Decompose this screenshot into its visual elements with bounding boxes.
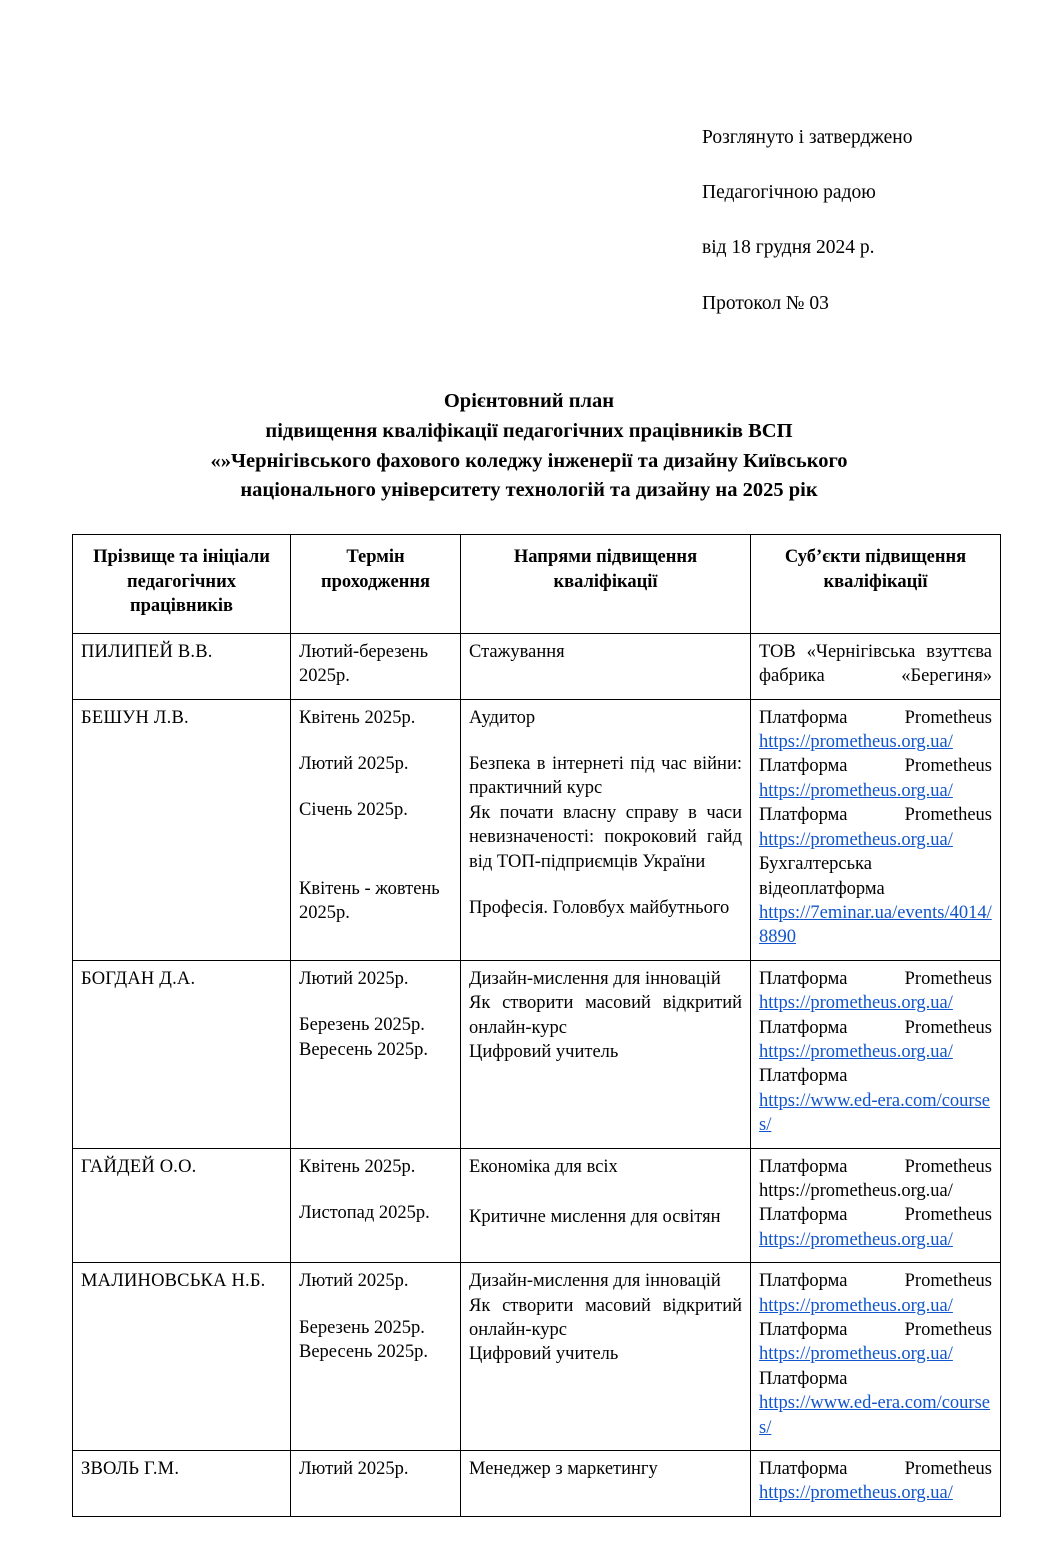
subject-link-wrap[interactable]: [759, 991, 992, 1015]
subject-link-wrap[interactable]: [759, 1228, 992, 1252]
subject-link-wrap[interactable]: [759, 1342, 992, 1366]
term-cell: [291, 633, 461, 699]
term-item: Вересень 2025р.: [299, 1039, 428, 1060]
direction-cell: [461, 633, 751, 699]
term-item: Лютий 2025р.: [299, 968, 409, 989]
column-header-term: Термін проходження: [291, 535, 461, 634]
subject-link-wrap[interactable]: [759, 1294, 992, 1318]
subject-cell: [751, 1451, 1001, 1517]
direction-item: Дизайн-мислення для інновацій: [469, 1271, 721, 1292]
term-item: Березень 2025р.: [299, 1015, 425, 1036]
direction-cell: [461, 1263, 751, 1451]
subject-link[interactable]: https://prometheus.org.ua/: [759, 1295, 953, 1316]
term-item: Листопад 2025р.: [299, 1202, 430, 1223]
subject-item: ТОВ «Чернігівська взуттєва фабрика «Берегиня»: [759, 641, 992, 687]
subject-item: Платформа Prometheus: [759, 805, 992, 826]
subject-item: Бухгалтерська відеоплатформа: [759, 854, 885, 899]
subject-item: Платформа Prometheus: [759, 1205, 992, 1226]
teacher-name: МАЛИНОВСЬКА Н.Б.: [73, 1263, 291, 1451]
term-cell: [291, 699, 461, 960]
subject-link-wrap[interactable]: [759, 1481, 992, 1505]
subject-link-wrap[interactable]: [759, 1391, 992, 1440]
term-item: Березень 2025р.: [299, 1317, 425, 1338]
subject-link[interactable]: https://prometheus.org.ua/: [759, 780, 953, 801]
subject-cell: [751, 960, 1001, 1148]
subject-link[interactable]: https://prometheus.org.ua/: [759, 1229, 953, 1250]
term-cell: [291, 960, 461, 1148]
subject-link[interactable]: https://www.ed-era.com/courses/: [759, 1090, 991, 1136]
term-item: Лютий 2025р.: [299, 1271, 409, 1292]
term-item: Квітень 2025р.: [299, 1156, 416, 1177]
table-row: [73, 1451, 1001, 1517]
subject-item: https://prometheus.org.ua/: [759, 1180, 953, 1201]
approval-block: [702, 96, 986, 345]
subject-link-wrap[interactable]: [759, 779, 992, 803]
subject-item: Платформа Prometheus: [759, 1459, 992, 1480]
subject-item: Платформа Prometheus: [759, 1156, 992, 1177]
title-line-1: Орієнтовний план: [443, 390, 615, 413]
direction-item: Безпека в інтернеті під час війни: практичний курс: [469, 754, 742, 799]
subject-item: Платформа Prometheus: [759, 707, 992, 728]
approval-line-1: Розглянуто і затверджено: [702, 126, 913, 148]
column-header-directions: Напрями підвищення кваліфікації: [461, 535, 751, 634]
table-row: [73, 960, 1001, 1148]
subject-item: Платформа Prometheus: [759, 1017, 992, 1038]
table-header-row: [73, 535, 1001, 634]
qualification-plan-table: [72, 534, 1001, 1517]
subject-item: Платформа Prometheus: [759, 1271, 992, 1292]
subject-link[interactable]: https://prometheus.org.ua/: [759, 1483, 953, 1504]
direction-item: Як почати власну справу в часи невизначеності: покроковий гайд від ТОП-підприємців України: [469, 802, 742, 872]
direction-item: Критичне мислення для освітян: [469, 1206, 721, 1227]
direction-item: Економіка для всіх: [469, 1156, 618, 1177]
teacher-name: БОГДАН Д.А.: [73, 960, 291, 1148]
approval-line-2: Педагогічною радою: [702, 182, 876, 204]
term-item: Січень 2025р.: [299, 800, 408, 821]
direction-item: Дизайн-мислення для інновацій: [469, 968, 721, 989]
term-item: Квітень 2025р.: [299, 707, 416, 728]
subject-link[interactable]: https://www.ed-era.com/courses/: [759, 1393, 991, 1438]
teacher-name: БЕШУН Л.В.: [73, 699, 291, 960]
title-line-2: підвищення кваліфікації педагогічних працівників ВСП: [265, 419, 793, 442]
term-item: Вересень 2025р.: [299, 1342, 428, 1362]
subject-link[interactable]: https://prometheus.org.ua/: [759, 1344, 953, 1365]
approval-line-3: від 18 грудня 2024 р.: [702, 237, 875, 259]
teacher-name: ЗВОЛЬ Г.М.: [73, 1451, 291, 1517]
column-header-name: Прізвище та ініціали педагогічних працівників: [73, 535, 291, 634]
subject-item: Платформа Prometheus: [759, 1320, 992, 1340]
subject-link-wrap[interactable]: [759, 1089, 992, 1138]
subject-link[interactable]: https://prometheus.org.ua/: [759, 993, 953, 1014]
subject-link-wrap[interactable]: [759, 730, 992, 754]
subject-item: Платформа Prometheus: [759, 968, 992, 989]
direction-item: Стажування: [469, 641, 565, 662]
term-cell: [291, 1451, 461, 1517]
subject-item: Платформа Prometheus: [759, 756, 992, 777]
direction-cell: [461, 960, 751, 1148]
subject-link[interactable]: https://prometheus.org.ua/: [759, 732, 953, 753]
direction-cell: [461, 1451, 751, 1517]
term-item: Квітень - жовтень 2025р.: [299, 878, 440, 924]
subject-item: Платформа: [759, 1066, 848, 1087]
direction-item: Як створити масовий відкритий онлайн-курс: [469, 1295, 742, 1340]
table-body: [73, 633, 1001, 1516]
subject-link-wrap[interactable]: [759, 1040, 992, 1064]
subject-link[interactable]: https://prometheus.org.ua/: [759, 829, 953, 850]
subject-link-wrap[interactable]: [759, 828, 992, 852]
table-row: [73, 1263, 1001, 1451]
approval-line-4: Протокол № 03: [702, 292, 829, 314]
term-item: Лютий-березень 2025р.: [299, 641, 429, 687]
table-row: [73, 1148, 1001, 1263]
title-line-4: національного університету технологій та дизайну на 2025 рік: [240, 479, 818, 502]
direction-item: Менеджер з маркетингу: [469, 1459, 658, 1480]
subject-cell: [751, 633, 1001, 699]
subject-cell: [751, 699, 1001, 960]
direction-item: Цифровий учитель: [469, 1041, 619, 1062]
term-cell: [291, 1263, 461, 1451]
page-title: [72, 387, 986, 506]
subject-cell: [751, 1148, 1001, 1263]
term-cell: [291, 1148, 461, 1263]
direction-item: Аудитор: [469, 707, 536, 728]
subject-link-wrap[interactable]: [759, 901, 992, 950]
direction-cell: [461, 1148, 751, 1263]
direction-item: Як створити масовий відкритий онлайн-курс: [469, 993, 742, 1038]
direction-item: Професія. Головбух майбутнього: [469, 898, 730, 919]
subject-link[interactable]: https://prometheus.org.ua/: [759, 1041, 953, 1062]
subject-item: Платформа: [759, 1368, 848, 1389]
subject-link[interactable]: https://7eminar.ua/events/4014/8890: [759, 902, 992, 948]
term-item: Лютий 2025р.: [299, 754, 409, 775]
table-row: [73, 633, 1001, 699]
teacher-name: ГАЙДЕЙ О.О.: [73, 1148, 291, 1263]
direction-item: Цифровий учитель: [469, 1344, 619, 1365]
direction-cell: [461, 699, 751, 960]
subject-cell: [751, 1263, 1001, 1451]
title-line-3: «»Чернігівського фахового коледжу інженерії та дизайну Київського: [210, 449, 848, 472]
teacher-name: ПИЛИПЕЙ В.В.: [73, 633, 291, 699]
term-item: Лютий 2025р.: [299, 1459, 409, 1480]
column-header-subjects: Суб’єкти підвищення кваліфікації: [751, 535, 1001, 634]
table-row: [73, 699, 1001, 960]
